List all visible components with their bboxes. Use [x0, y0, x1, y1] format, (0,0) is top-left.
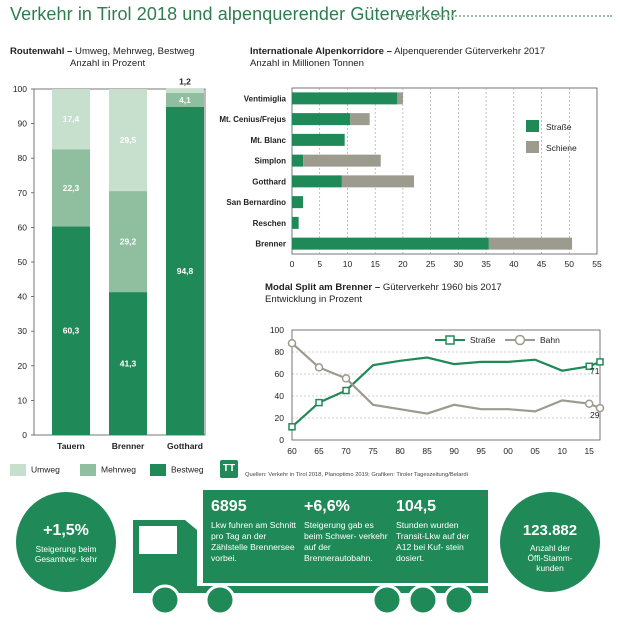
- legend-bestweg-label: Bestweg: [171, 464, 204, 475]
- y-tick-label: 80: [274, 347, 284, 357]
- x-tick-label: 15: [370, 259, 380, 269]
- alpen-title-rest: Alpenquerender Güterverkehr 2017: [391, 46, 546, 57]
- x-tick-label: 50: [564, 259, 575, 269]
- x-tick-label: Gotthard: [167, 441, 203, 451]
- stat-circle-right: [500, 492, 600, 592]
- bar-segment-strasse: [292, 92, 397, 104]
- x-tick-label: 45: [536, 259, 547, 269]
- truck-wheel-1: [151, 586, 179, 614]
- bar-segment-schiene: [342, 175, 414, 187]
- x-tick-label: 75: [368, 446, 378, 456]
- y-tick-label: 60: [17, 222, 27, 233]
- data-label: 22,3: [62, 182, 80, 193]
- x-tick-label: 5: [317, 259, 323, 269]
- end-label-bahn: 29: [590, 410, 600, 421]
- bar-segment-strasse: [292, 134, 345, 146]
- page-title: Verkehr in Tirol 2018 und alpenquerender Güterverkehr: [10, 4, 457, 24]
- data-point-bahn: [586, 400, 593, 407]
- legend-umweg-swatch: [10, 464, 26, 476]
- y-tick-label: Simplon: [254, 156, 286, 166]
- y-tick-label: Gotthard: [252, 177, 286, 187]
- y-tick-label: Brenner: [255, 239, 286, 249]
- y-tick-label: 70: [17, 187, 27, 198]
- legend-schiene-swatch: [526, 141, 539, 153]
- legend-strasse-swatch: [526, 120, 539, 132]
- bar-segment-strasse: [292, 175, 342, 187]
- stat-stunden-text: Stunden wurden Transit-Lkw auf der A12 bei Kuf- stein dosiert.: [396, 520, 470, 563]
- x-tick-label: 85: [422, 446, 432, 456]
- data-label: 4,1: [179, 94, 191, 105]
- x-tick-label: 35: [481, 259, 491, 269]
- y-tick-label: Mt. Blanc: [250, 135, 286, 145]
- y-tick-label: 20: [17, 360, 27, 371]
- stat-circle-left: [16, 492, 116, 592]
- x-tick-label: Tauern: [57, 441, 85, 451]
- modal-header: [265, 282, 502, 306]
- stat-schwer-text: Steigerung gab es beim Schwer- verkehr auf der Brennerautobahn.: [304, 520, 388, 563]
- routenwahl-chart: [0, 75, 220, 460]
- data-point-bahn: [343, 375, 350, 382]
- x-tick-label: 10: [557, 446, 567, 456]
- alpen-header: [250, 46, 545, 70]
- legend-umweg: [10, 464, 60, 476]
- bar-segment-umweg: [166, 89, 204, 93]
- legend-bestweg: [150, 464, 204, 476]
- tt-logo: [220, 460, 238, 478]
- routenwahl-title: Routenwahl –: [10, 46, 73, 57]
- x-tick-label: 95: [476, 446, 486, 456]
- y-tick-label: 0: [279, 435, 284, 445]
- data-label: 1,2: [179, 76, 191, 87]
- truck-wheel-4: [409, 586, 437, 614]
- stat-lkw: [211, 498, 301, 564]
- y-tick-label: 20: [274, 413, 284, 423]
- series-line-strasse: [292, 358, 600, 427]
- y-tick-label: 40: [17, 291, 27, 302]
- legend-strasse-label: Straße: [546, 122, 572, 132]
- alpenkorridore-chart: [200, 80, 620, 280]
- title-divider: [396, 15, 612, 17]
- x-tick-label: 65: [314, 446, 324, 456]
- truck-wheel-2: [206, 586, 234, 614]
- bar-segment-schiene: [350, 113, 369, 125]
- routenwahl-header: [10, 46, 194, 70]
- legend-mehrweg-label: Mehrweg: [101, 464, 136, 475]
- stat-right-value: 123.882: [522, 522, 578, 539]
- bar-segment-strasse: [292, 217, 299, 229]
- y-tick-label: 100: [12, 84, 27, 94]
- legend-bahn-label: Bahn: [540, 335, 560, 345]
- data-point-bahn: [289, 340, 296, 347]
- modal-split-chart: [240, 310, 620, 465]
- stat-lkw-text: Lkw fuhren am Schnitt pro Tag an der Zählstelle Brennersee vorbei.: [211, 520, 297, 563]
- data-label: 94,8: [176, 265, 194, 276]
- legend-strasse-label: Straße: [470, 335, 496, 345]
- modal-title: Modal Split am Brenner –: [265, 282, 381, 293]
- data-label: 29,2: [119, 236, 137, 247]
- modal-title-rest: Güterverkehr 1960 bis 2017: [380, 282, 502, 293]
- data-label: 41,3: [119, 358, 137, 369]
- data-point-strasse: [316, 400, 322, 406]
- y-tick-label: 10: [17, 395, 27, 406]
- stat-right-text: Anzahl der Öffi-Stamm- kunden: [527, 543, 573, 573]
- x-tick-label: 30: [453, 259, 464, 269]
- legend-strasse-marker: [446, 336, 454, 344]
- data-label: 29,5: [119, 135, 137, 146]
- bar-segment-schiene: [397, 92, 403, 104]
- alpen-subtitle: Anzahl in Millionen Tonnen: [250, 58, 364, 69]
- y-tick-label: 100: [269, 325, 284, 335]
- stat-left-text: Steigerung beim Gesamtver- kehr: [34, 544, 98, 564]
- plot-frame: [292, 330, 600, 440]
- y-tick-label: 50: [17, 257, 27, 267]
- x-tick-label: 70: [341, 446, 351, 456]
- data-point-strasse: [343, 388, 349, 394]
- legend-mehrweg-swatch: [80, 464, 96, 476]
- modal-subtitle: Entwicklung in Prozent: [265, 294, 363, 305]
- x-tick-label: 10: [342, 259, 353, 269]
- source-note: Quellen: Verkehr in Tirol 2018, Planoptimo 2019; Grafiken: Tiroler Tageszeitung/Belardi: [245, 472, 468, 478]
- tt-logo-text: TT: [222, 463, 236, 474]
- data-point-strasse: [289, 424, 295, 430]
- y-tick-label: 80: [17, 153, 27, 164]
- truck-wheel-3: [373, 586, 401, 614]
- stat-left-value: +1,5%: [43, 522, 89, 539]
- stat-schwer: [304, 498, 394, 564]
- alpen-title: Internationale Alpenkorridore –: [250, 46, 392, 57]
- x-tick-label: 0: [289, 259, 295, 269]
- x-tick-label: 20: [398, 259, 408, 269]
- data-point-bahn: [316, 364, 323, 371]
- plot-frame: [292, 88, 597, 254]
- bar-segment-strasse: [292, 238, 489, 250]
- data-label: 60,3: [62, 325, 80, 336]
- bar-segment-schiene: [303, 155, 381, 167]
- truck-window: [139, 526, 177, 554]
- y-tick-label: Reschen: [252, 218, 286, 228]
- x-tick-label: 25: [425, 259, 436, 269]
- routenwahl-subtitle: Anzahl in Prozent: [70, 58, 146, 69]
- x-tick-label: 80: [395, 446, 405, 456]
- x-tick-label: 00: [503, 446, 513, 456]
- y-tick-label: San Bernardino: [226, 198, 286, 208]
- x-tick-label: 15: [584, 446, 594, 456]
- stat-stunden-value: 104,5: [396, 498, 437, 515]
- legend-umweg-label: Umweg: [31, 464, 60, 475]
- y-tick-label: Mt. Cenius/Frejus: [219, 115, 286, 125]
- series-line-bahn: [292, 343, 600, 413]
- stat-schwer-value: +6,6%: [304, 498, 350, 515]
- y-tick-label: 90: [17, 118, 27, 129]
- legend-bahn-marker: [516, 336, 525, 345]
- data-point-strasse: [597, 359, 603, 365]
- x-tick-label: 60: [287, 446, 297, 456]
- x-tick-label: 90: [449, 446, 459, 456]
- routenwahl-title-rest: Umweg, Mehrweg, Bestweg: [72, 46, 195, 57]
- data-label: 17,4: [62, 114, 80, 125]
- x-tick-label: Brenner: [111, 441, 145, 451]
- x-tick-label: 40: [509, 259, 519, 269]
- y-tick-label: Ventimiglia: [243, 94, 286, 104]
- y-tick-label: 30: [17, 326, 27, 337]
- y-tick-label: 0: [22, 430, 27, 440]
- bar-segment-strasse: [292, 196, 303, 208]
- truck-wheel-5: [445, 586, 473, 614]
- legend-schiene-label: Schiene: [546, 143, 577, 153]
- stat-stunden: [396, 498, 482, 564]
- bar-segment-strasse: [292, 155, 303, 167]
- legend-bestweg-swatch: [150, 464, 166, 476]
- bar-segment-strasse: [292, 113, 350, 125]
- end-label-strasse: 71: [590, 365, 600, 376]
- y-tick-label: 40: [274, 391, 284, 401]
- x-tick-label: 05: [530, 446, 540, 456]
- stat-lkw-value: 6895: [211, 498, 247, 515]
- legend-mehrweg: [80, 464, 136, 476]
- bar-segment-schiene: [489, 238, 572, 250]
- y-tick-label: 60: [274, 369, 284, 379]
- x-tick-label: 55: [592, 259, 602, 269]
